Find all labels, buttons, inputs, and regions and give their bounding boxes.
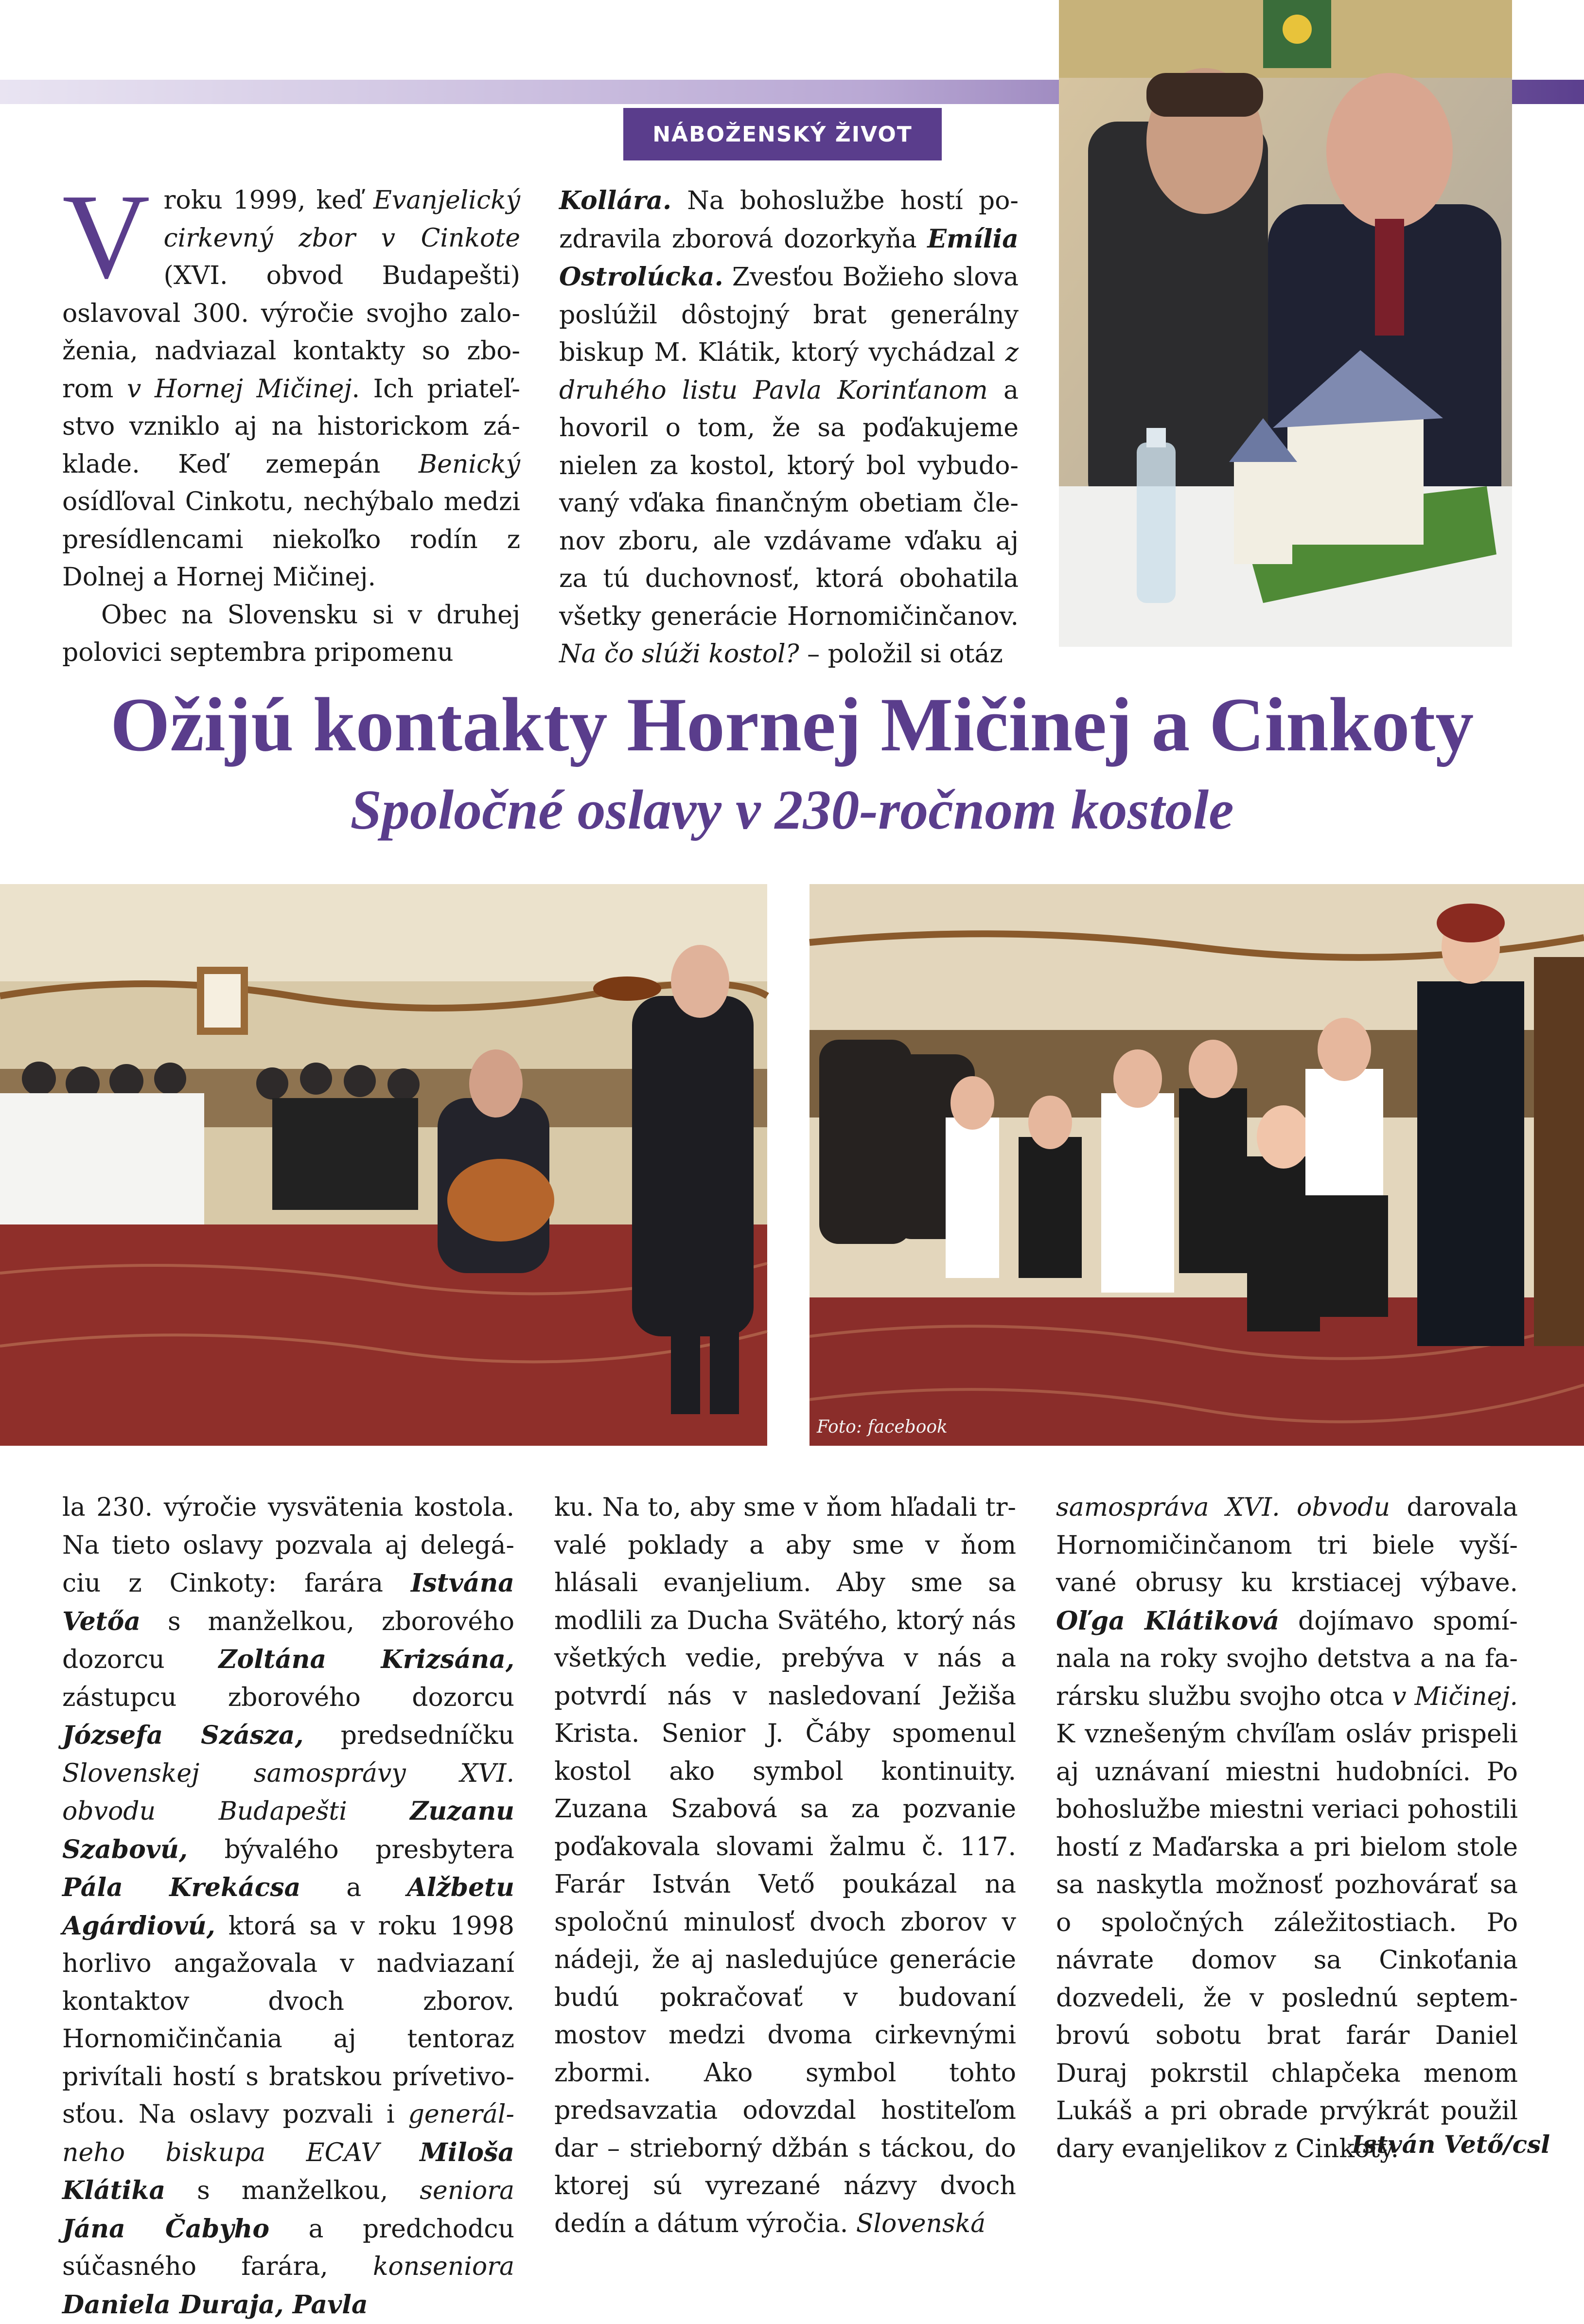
paragraph: Obec na Slovensku si v druhej polovici septembra pripomenu xyxy=(62,600,520,667)
bottom-column-2: ku. Na to, aby sme v ňom hľadali trvalé poklady a aby sme v ňom hlásali evanjelium. Aby sme sa modlili za Ducha Svätého, ktorý nás všetkých vedie, prebýva v nás a potvrdí nás v nasledovaní Ježiša Krista. Senior J. Čáby spomenul kostol ako symbol kontinuity. Zuzana Szabová sa za pozvanie poďakovala slovami žalmu č. 117. Farár István Vető poukázal na spoločnú minulosť dvoch zborov v nádeji, že aj nasledujúce generácie budú pokračovať v budovaní mostov medzi dvoma cirkevnými zbormi. Ako symbol tohto predsavzatia odovzdal hostiteľom dar – strieborný džbán s táckou, do ktorej sú vyrezané názvy dvoch dedín a dátum výročia. Slovenská xyxy=(554,1493,1016,2238)
top-column-1: Vroku 1999, keď Evanjelický cirkevný zbor v Cinkote (XVI. obvod Budapešti) oslavoval 300. výročie svojho založenia, nadviazal kontakty so zborom v Hornej Mičinej. Ich priateľstvo vzniklo aj na historickom základe. Keď zemepán Benický osídľoval Cinkotu, nechýbalo medzi presídlencami niekoľko rodín z Dolnej a Hornej Mičinej. Obec na Slovensku si v druhej polovici septembra pripomenu xyxy=(62,182,520,649)
drop-cap: V xyxy=(62,169,150,304)
top-column-2: Kollára. Na bohoslužbe hostí pozdravila zborová dozorkyňa Emília Ostrolúcka. Zvesťou Božieho slova poslúžil dôstojný brat generálny biskup M. Klátik, ktorý vychádzal z druhého listu Pavla Korinťanom a hovoril o tom, že sa poďakujeme nielen za kostol, ktorý bol vybudovaný vďaka finančným obetiam členov zboru, ale vzdávame vďaku aj za tú duchovnosť, ktorá obohatila všetky generácie Hornomičinčanov. Na čo slúži kostol? – položil si otáz xyxy=(559,186,1019,669)
photo-cake-presentation xyxy=(1059,0,1512,647)
photo-church-concert xyxy=(0,884,767,1446)
photo-credit: Foto: facebook xyxy=(817,1417,948,1437)
author-signature: István Vető/csl xyxy=(1352,2130,1550,2159)
article-subheadline: Spoločné oslavy v 230-ročnom kostole xyxy=(350,779,1234,841)
article-headline: Ožijú kontakty Hornej Mičinej a Cinkoty xyxy=(110,682,1474,767)
section-label: NÁBOŽENSKÝ ŽIVOT xyxy=(623,108,942,160)
photo-folk-costume-children xyxy=(810,884,1584,1446)
bottom-column-3: samospráva XVI. obvodu darovala Hornomičinčanom tri biele vyšívané obrusy ku krstiacej výbave. Oľga Klátiková dojímavo spomínala na roky svojho detstva a na farársku službu svojho otca v Mičinej. K vznešeným chvíľam osláv prispeli aj uznávaní miestni hudobníci. Po bohoslužbe miestni veriaci pohostili hostí z Maďarska a pri bielom stole sa naskytla možnosť pozhovárať sa o spoločných záležitostiach. Po návrate domov sa Cinkoťania dozvedeli, že v poslednú septembrovú sobotu brat farár Daniel Duraj pokrstil chlapčeka menom Lukáš a pri obrade prvýkrát použil dary evanjelikov z Cinkoty. xyxy=(1056,1493,1518,2164)
bottom-column-1: la 230. výročie vysvätenia kostola. Na tieto oslavy pozvala aj delegáciu z Cinkoty: farára Istvána Vetőa s manželkou, zborového dozorcu Zoltána Krizsána, zástupcu zborového dozorcu Józsefa Szásza, predsedníčku Slovenskej samosprávy XVI. obvodu Budapešti Zuzanu Szabovú, bývalého presbytera Pála Krekácsa a Alžbetu Agárdiovú, ktorá sa v roku 1998 horlivo angažovala v nadviazaní kontaktov dvoch zborov. Hornomičinčania aj tentoraz privítali hostí s bratskou prívetivosťou. Na oslavy pozvali i generálneho biskupa ECAV Miloša Klátika s manželkou, seniora Jána Čabyho a predchodcu súčasného farára, konseniora Daniela Duraja, Pavla xyxy=(62,1493,515,2320)
